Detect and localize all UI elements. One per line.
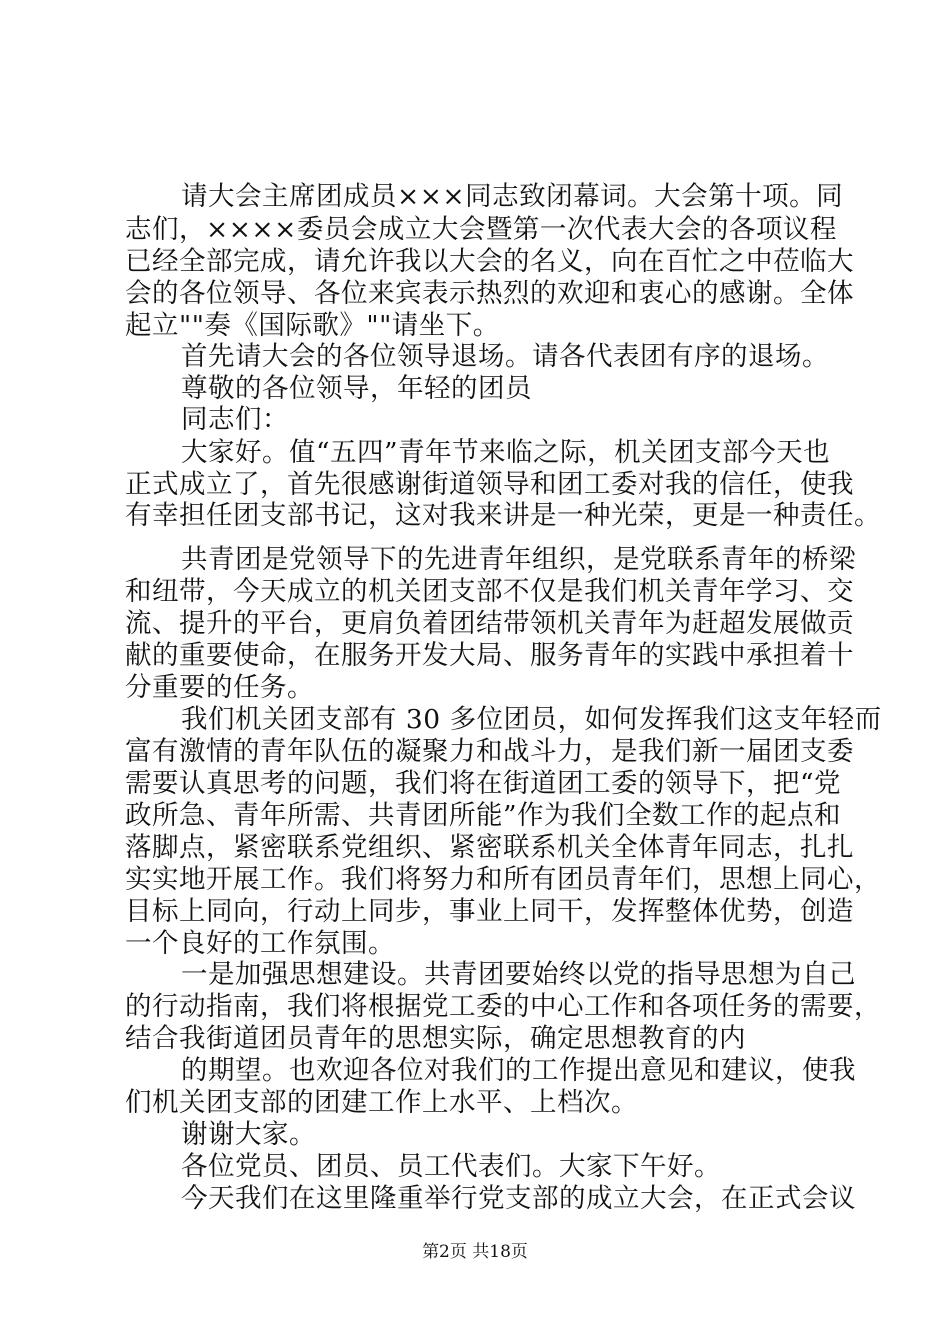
text-line: 已经全部完成，请允许我以大会的名义，向在百忙之中莅临大 (125, 246, 854, 277)
text-line: 请大会主席团成员×××同志致闭幕词。大会第十项。同 (181, 181, 844, 212)
text-line: 起立""奏《国际歌》""请坐下。 (125, 310, 500, 341)
text-line: 目标上同向，行动上同步，事业上同干，发挥整体优势，创造 (125, 896, 854, 927)
text-line: 各位党员、团员、员工代表们。大家下午好。 (181, 1151, 721, 1182)
text-line: 落脚点，紧密联系党组织、紧密联系机关全体青年同志，扎扎 (125, 832, 854, 863)
text-line: 会的各位领导、各位来宾表示热烈的欢迎和衷心的感谢。全体 (125, 278, 854, 309)
text-line: 我们机关团支部有 30 多位团员，如何发挥我们这支年轻而 (181, 704, 882, 735)
text-line: 分重要的任务。 (125, 672, 314, 703)
text-line: 实实地开展工作。我们将努力和所有团员青年们，思想上同心， (125, 864, 881, 895)
text-line: 富有激情的青年队伍的凝聚力和战斗力，是我们新一届团支委 (125, 736, 854, 767)
text-line: 流、提升的平台，更肩负着团结带领机关青年为赶超发展做贡 (125, 608, 854, 639)
text-line: 今天我们在这里隆重举行党支部的成立大会，在正式会议 (181, 1183, 856, 1214)
text-line: 一个良好的工作氛围。 (125, 928, 395, 959)
text-line: 献的重要使命，在服务开发大局、服务青年的实践中承担着十 (125, 640, 854, 671)
text-line: 大家好。值“五四”青年节来临之际，机关团支部今天也 (181, 437, 831, 468)
salutation-line: 尊敬的各位领导，年轻的团员 (181, 373, 532, 404)
text-line: 和纽带，今天成立的机关团支部不仅是我们机关青年学习、交 (125, 576, 854, 607)
text-line: 有幸担任团支部书记，这对我来讲是一种光荣，更是一种责任。 (125, 500, 881, 531)
text-line: 们机关团支部的团建工作上水平、上档次。 (125, 1087, 638, 1118)
text-line: 需要认真思考的问题，我们将在街道团工委的领导下，把“党 (125, 768, 842, 799)
text-line: 一是加强思想建设。共青团要始终以党的指导思想为自己 (181, 959, 856, 990)
text-line: 政所急、青年所需、共青团所能”作为我们全数工作的起点和 (125, 800, 842, 831)
text-line: 志们，××××委员会成立大会暨第一次代表大会的各项议程 (125, 214, 837, 245)
text-line: 的行动指南，我们将根据党工委的中心工作和各项任务的需要， (125, 991, 881, 1022)
text-line: 结合我街道团员青年的思想实际，确定思想教育的内 (125, 1023, 746, 1054)
text-line: 谢谢大家。 (181, 1119, 316, 1150)
text-line: 首先请大会的各位领导退场。请各代表团有序的退场。 (181, 341, 829, 372)
text-line: 共青团是党领导下的先进青年组织，是党联系青年的桥梁 (181, 544, 856, 575)
text-line: 正式成立了，首先很感谢街道领导和团工委对我的信任，使我 (125, 469, 854, 500)
page-number-footer: 第2页 共18页 (422, 1242, 528, 1262)
salutation-line: 同志们： (181, 404, 289, 435)
text-line: 的期望。也欢迎各位对我们的工作提出意见和建议，使我 (181, 1055, 856, 1086)
